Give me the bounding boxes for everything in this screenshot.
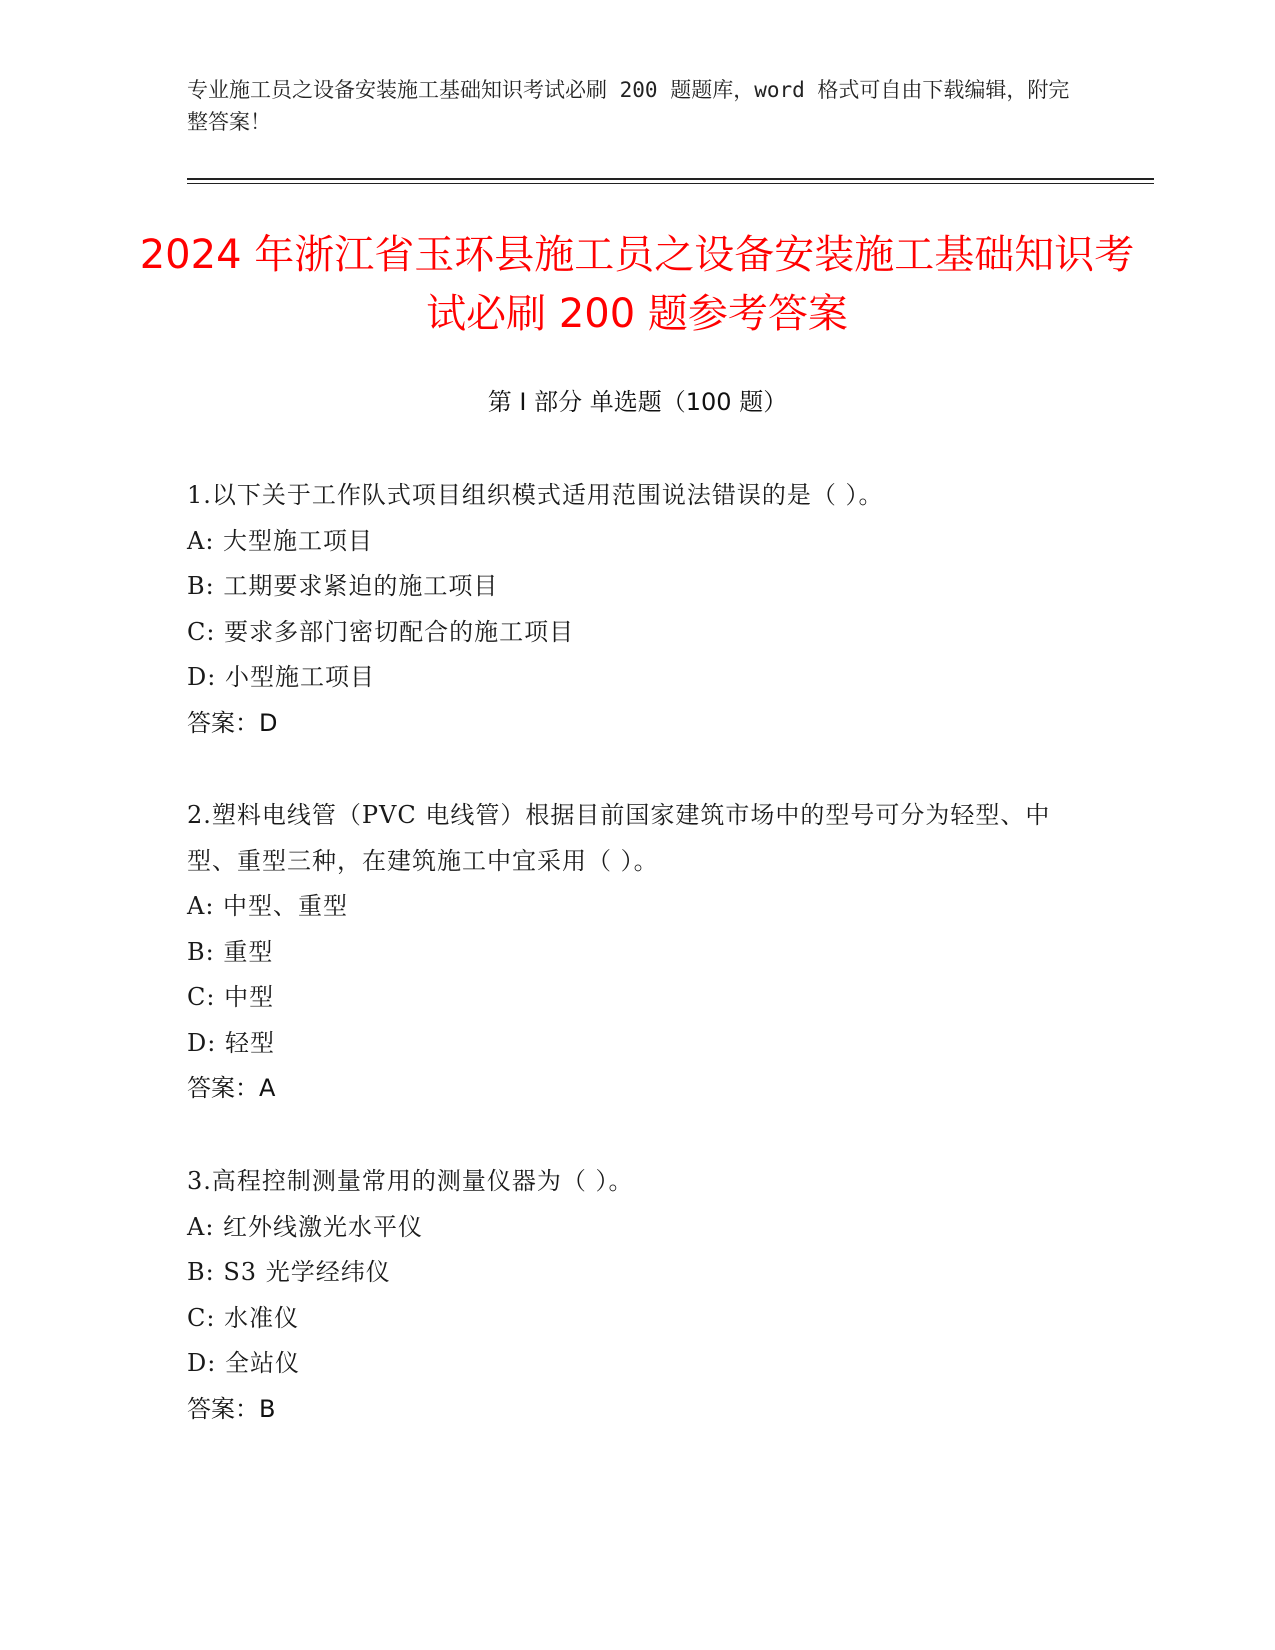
- option-a: A: 红外线激光水平仪: [187, 1212, 424, 1241]
- question-3: [187, 1159, 1087, 1432]
- answer: 答案：A: [187, 1074, 276, 1102]
- option-c: C: 水准仪: [187, 1303, 300, 1332]
- option-d: D: 小型施工项目: [187, 663, 375, 691]
- option-b: B: S3 光学经纬仪: [187, 1258, 391, 1286]
- document-header-note: 专业施工员之设备安装施工基础知识考试必刷 200 题题库，word 格式可自由下载编辑，附完整答案！: [187, 78, 1070, 134]
- option-a: A: 中型、重型: [187, 892, 349, 920]
- question-stem: 2.塑料电线管（PVC 电线管）根据目前国家建筑市场中的型号可分为轻型、中型、重型三种，在建筑施工中宜采用（ ）。: [187, 801, 1051, 875]
- document-title: 2024 年浙江省玉环县施工员之设备安装施工基础知识考试必刷 200 题参考答案: [139, 232, 1135, 337]
- option-d: D: 轻型: [187, 1028, 275, 1057]
- option-a: A: 大型施工项目: [187, 526, 374, 555]
- question-stem: 3.高程控制测量常用的测量仪器为（ ）。: [187, 1167, 634, 1195]
- question-stem: 1.以下关于工作队式项目组织模式适用范围说法错误的是（ ）。: [187, 481, 884, 509]
- option-d: D: 全站仪: [187, 1349, 300, 1377]
- answer: 答案：B: [187, 1394, 276, 1423]
- option-b: B: 重型: [187, 937, 274, 966]
- header-divider-thick: [187, 178, 1154, 180]
- section-heading: 第 I 部分 单选题（100 题）: [487, 388, 788, 416]
- question-1: [187, 473, 1087, 746]
- option-b: B: 工期要求紧迫的施工项目: [187, 572, 499, 600]
- header-divider-thin: [187, 183, 1154, 184]
- answer: 答案：D: [187, 708, 278, 737]
- option-c: C: 要求多部门密切配合的施工项目: [187, 617, 575, 646]
- option-c: C: 中型: [187, 983, 275, 1011]
- question-2: [187, 793, 1087, 1112]
